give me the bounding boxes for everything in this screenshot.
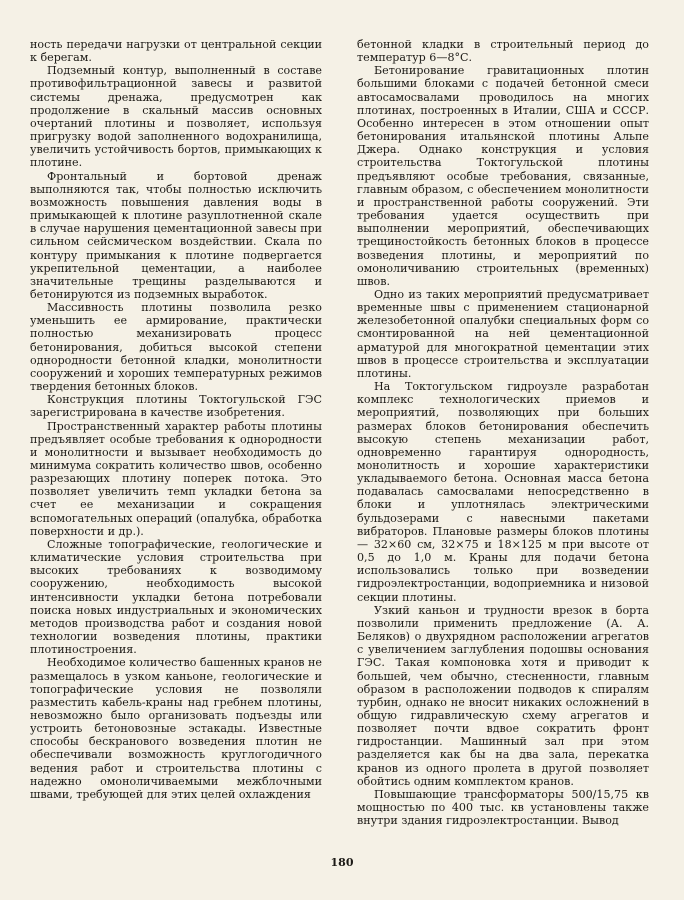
paragraph: Узкий каньон и трудности врезок в борта позволили применить предложение (А. А. Беляков) о двухрядном расположении агрегатов с увеличением заглубления подошвы основания ГЭС. Такая компоновка хотя и приводит к большей, чем обычно, стесненности, главным образом в расположении подводов к спиралям турбин, однако не вносит никаких осложнений в общую гидравлическую схему агрегатов и позволяет почти вдвое сократить фронт гидростанции. Машинный зал при этом разделяется как бы на два зала, перекатка кранов из одного пролета в другой позволяет обойтись одним комплектом кранов. [357, 603, 649, 788]
paragraph: Бетонирование гравитационных плотин большими блоками с подачей бетонной смеси автосамосвалами проводилось на многих плотинах, построенных в Италии, США и СССР. Особенно интересен в этом отношении опыт бетонирования итальянской плотины Альпе Джера. Однако конструкция и условия строительства Токтогульской плотины предъявляют особые требования, связанные, главным образом, с обеспечением монолитности и пространственной работы сооружений. Эти требования удается осуществить при выполнении мероприятий, обеспечивающих трещиностойкость бетонных блоков в процессе возведения плотины, и мероприятий по омоноличиванию строительных (временных) швов. [357, 64, 649, 288]
paragraph: Пространственный характер работы плотины предъявляет особые требования к однородности и монолитности и вызывает необходимость до минимума сократить количество швов, особенно разрезающих плотину поперек потока. Это позволяет увеличить темп укладки бетона за счет ее механизации и сокращения вспомогательных операций (опалубка, обработка поверхности и др.). [30, 419, 322, 538]
paragraph: ность передачи нагрузки от центральной секции к берегам. [30, 38, 322, 65]
right-text-column [357, 38, 649, 827]
paragraph: бетонной кладки в строительный период до температур 6—8°С. [357, 38, 649, 65]
paragraph: Подземный контур, выполненный в составе противофильтрационной завесы и развитой системы дренажа, предусмотрен как продолжение в скальный массив основных очертаний плотины и позволяет, используя пригрузку водой заполненного водохранилища, увеличить устойчивость бортов, примыкающих к плотине. [30, 64, 322, 170]
paragraph: Сложные топографические, геологические и климатические условия строительства при высоких требованиях к возводимому сооружению, необходимость высокой интенсивности укладки бетона потребовали поиска новых индустриальных и экономических методов производства работ и создания новой технологии возведения плотины, практики плотиностроения. [30, 537, 322, 657]
paragraph: Конструкция плотины Токтогульской ГЭС зарегистрирована в качестве изобретения. [30, 393, 322, 420]
paragraph: Фронтальный и бортовой дренаж выполняются так, чтобы полностью исключить возможность повышения давления воды в примыкающей к плотине разуплотненной скале в случае нарушения цементационной завесы при сильном сейсмическом воздействии. Скала по контуру примыкания к плотине подвергается укрепительной цементации, а наиболее значительные трещины разделываются и бетонируются из подземных выработок. [30, 169, 322, 301]
paragraph: На Токтогульском гидроузле разработан комплекс технологических приемов и мероприятий, позволяющих при больших размерах блоков бетонирования обеспечить высокую степень механизации работ, одновременно гарантируя однородность, монолитность и хорошие характеристики укладываемого бетона. Основная масса бетона подавалась самосвалами непосредственно в блоки и уплотнялась электрическими бульдозерами с навесными пакетами вибраторов. Плановые размеры блоков плотины — 32×60 см, 32×75 и 18×125 м при высоте от 0,5 до 1,0 м. Краны для подачи бетона использовались только при возведении гидроэлектростанции, водоприемника и низовой секции плотины. [357, 380, 649, 604]
paragraph: Повышающие трансформаторы 500/15,75 кв мощностью по 400 тыс. кв установлены также внутри здания гидроэлектростанции. Вывод [357, 787, 649, 828]
paragraph: Одно из таких мероприятий предусматривает временные швы с применением стационарной железобетонной опалубки специальных форм со смонтированной на ней цементационной арматурой для многократной цементации этих швов в процессе строительства и эксплуатации плотины. [357, 287, 649, 380]
left-text-column [30, 38, 322, 801]
paragraph: Массивность плотины позволила резко уменьшить ее армирование, практически полностью механизировать процесс бетонирования, добиться высокой степени однородности бетонной кладки, монолитности сооружений и хороших температурных режимов твердения бетонных блоков. [30, 301, 322, 394]
paragraph: Необходимое количество башенных кранов не размещалось в узком каньоне, геологические и топографические условия не позволяли разместить кабель-краны над гребнем плотины, невозможно было организовать подъезды или устроить бетоновозные эстакады. Известные способы бескранового возведения плотин не обеспечивали возможность круглогодичного ведения работ и строительства плотины с надежно омоноличиваемыми межблочными швами, требующей для этих целей охлаждения [30, 656, 322, 801]
page-number: 180 [330, 856, 354, 869]
